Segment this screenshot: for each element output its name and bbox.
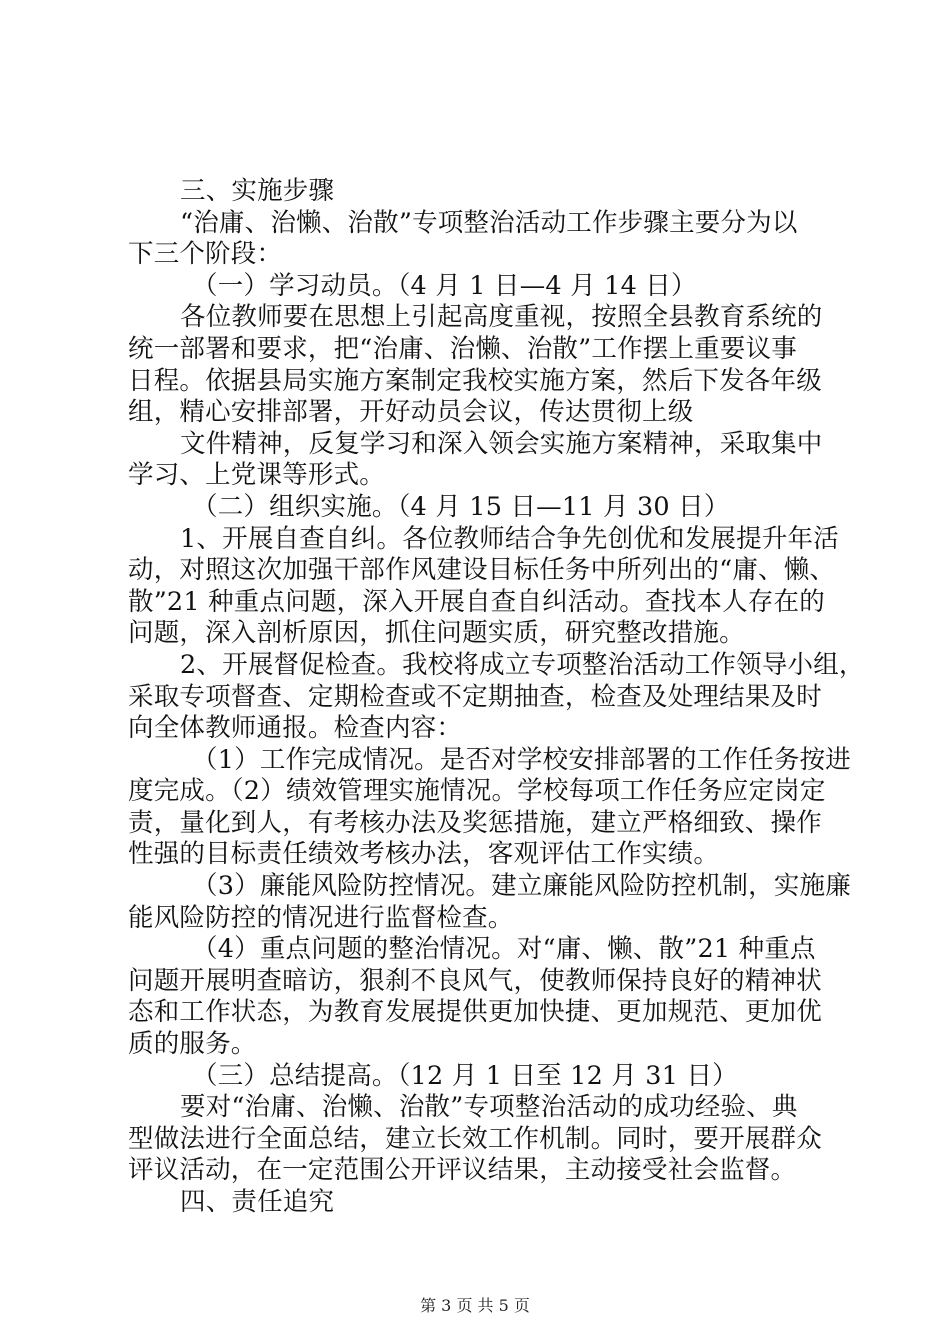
text-line: 文件精神，反复学习和深入领会实施方案精神，采取集中: [180, 428, 823, 459]
text-line: 态和工作状态，为教育发展提供更加快捷、更加规范、更加优: [128, 997, 822, 1028]
text-line: 采取专项督查、定期检查或不定期抽查，检查及处理结果及时: [128, 681, 822, 712]
text-line: 下三个阶段：: [128, 239, 283, 270]
paragraph-supervision: [128, 649, 865, 745]
section-heading-steps: [128, 176, 838, 208]
section-heading-accountability: [128, 1187, 838, 1219]
document-body: [128, 176, 865, 1219]
text-line: 能风险防控的情况进行监督检查。: [128, 902, 514, 933]
text-line: 1、开展自查自纠。各位教师结合争先创优和发展提升年活: [180, 523, 839, 554]
text-line: （3）廉能风险防控情况。建立廉能风险防控机制，实施廉: [192, 871, 851, 902]
text-line: 四、责任追究: [180, 1187, 335, 1217]
paragraph-summary: [128, 1092, 838, 1187]
text-line: 统一部署和要求，把“治庸、治懒、治散”工作摆上重要议事: [128, 333, 797, 364]
text-line: 动，对照这次加强干部作风建设目标任务中所列出的“庸、懒、: [128, 555, 836, 586]
page-number-footer: 第 3 页 共 5 页: [420, 1296, 530, 1315]
paragraph-check-item-3: [128, 871, 851, 934]
text-line: 责，量化到人，有考核办法及奖惩措施，建立严格细致、操作: [128, 807, 822, 838]
text-line: 要对“治庸、治懒、治散”专项整治活动的成功经验、典: [180, 1092, 798, 1123]
text-line: “治庸、治懒、治散”专项整治活动工作步骤主要分为以: [180, 207, 798, 238]
text-line: 问题开展明查暗访，狠刹不良风气，使教师保持良好的精神状: [128, 965, 822, 996]
text-line: 度完成。（2）绩效管理实施情况。学校每项工作任务应定岗定: [128, 776, 826, 807]
text-line: （4）重点问题的整治情况。对“庸、懒、散”21 种重点: [192, 934, 816, 965]
text-line: 质的服务。: [128, 1029, 257, 1060]
text-line: 日程。依据县局实施方案制定我校实施方案，然后下发各年级: [128, 365, 822, 396]
paragraph-check-items-1-2: [128, 744, 851, 871]
text-line: 问题，深入剖析原因，抓住问题实质，研究整改措施。: [128, 618, 745, 649]
text-line: 型做法进行全面总结，建立长效工作机制。同时，要开展群众: [128, 1123, 822, 1154]
text-line: 三、实施步骤: [180, 176, 335, 206]
paragraph-intro: [128, 208, 838, 271]
subheading-stage-3: [128, 1061, 838, 1093]
text-line: （一）学习动员。（4 月 1 日—4 月 14 日）: [192, 270, 697, 301]
text-line: 各位教师要在思想上引起高度重视，按照全县教育系统的: [180, 302, 823, 333]
subheading-stage-1: [128, 271, 838, 303]
subheading-stage-2: [128, 492, 838, 524]
paragraph-stage-1-cont: [128, 429, 838, 492]
text-line: 散”21 种重点问题，深入开展自查自纠活动。查找本人存在的: [128, 586, 825, 617]
text-line: 向全体教师通报。检查内容：: [128, 713, 463, 744]
text-line: 评议活动，在一定范围公开评议结果，主动接受社会监督。: [128, 1155, 797, 1186]
paragraph-stage-1: [128, 302, 838, 428]
text-line: （二）组织实施。（4 月 15 日—11 月 30 日）: [192, 491, 730, 522]
text-line: 2、开展督促检查。我校将成立专项整治活动工作领导小组，: [180, 649, 865, 680]
text-line: 性强的目标责任绩效考核办法，客观评估工作实绩。: [128, 839, 720, 870]
text-line: （三）总结提高。（12 月 1 日至 12 月 31 日）: [192, 1060, 738, 1091]
text-line: 学习、上党课等形式。: [128, 460, 386, 491]
paragraph-self-check: [128, 524, 838, 650]
text-line: 组，精心安排部署，开好动员会议，传达贯彻上级: [128, 397, 694, 428]
text-line: （1）工作完成情况。是否对学校安排部署的工作任务按进: [192, 744, 851, 775]
paragraph-check-item-4: [128, 934, 838, 1060]
